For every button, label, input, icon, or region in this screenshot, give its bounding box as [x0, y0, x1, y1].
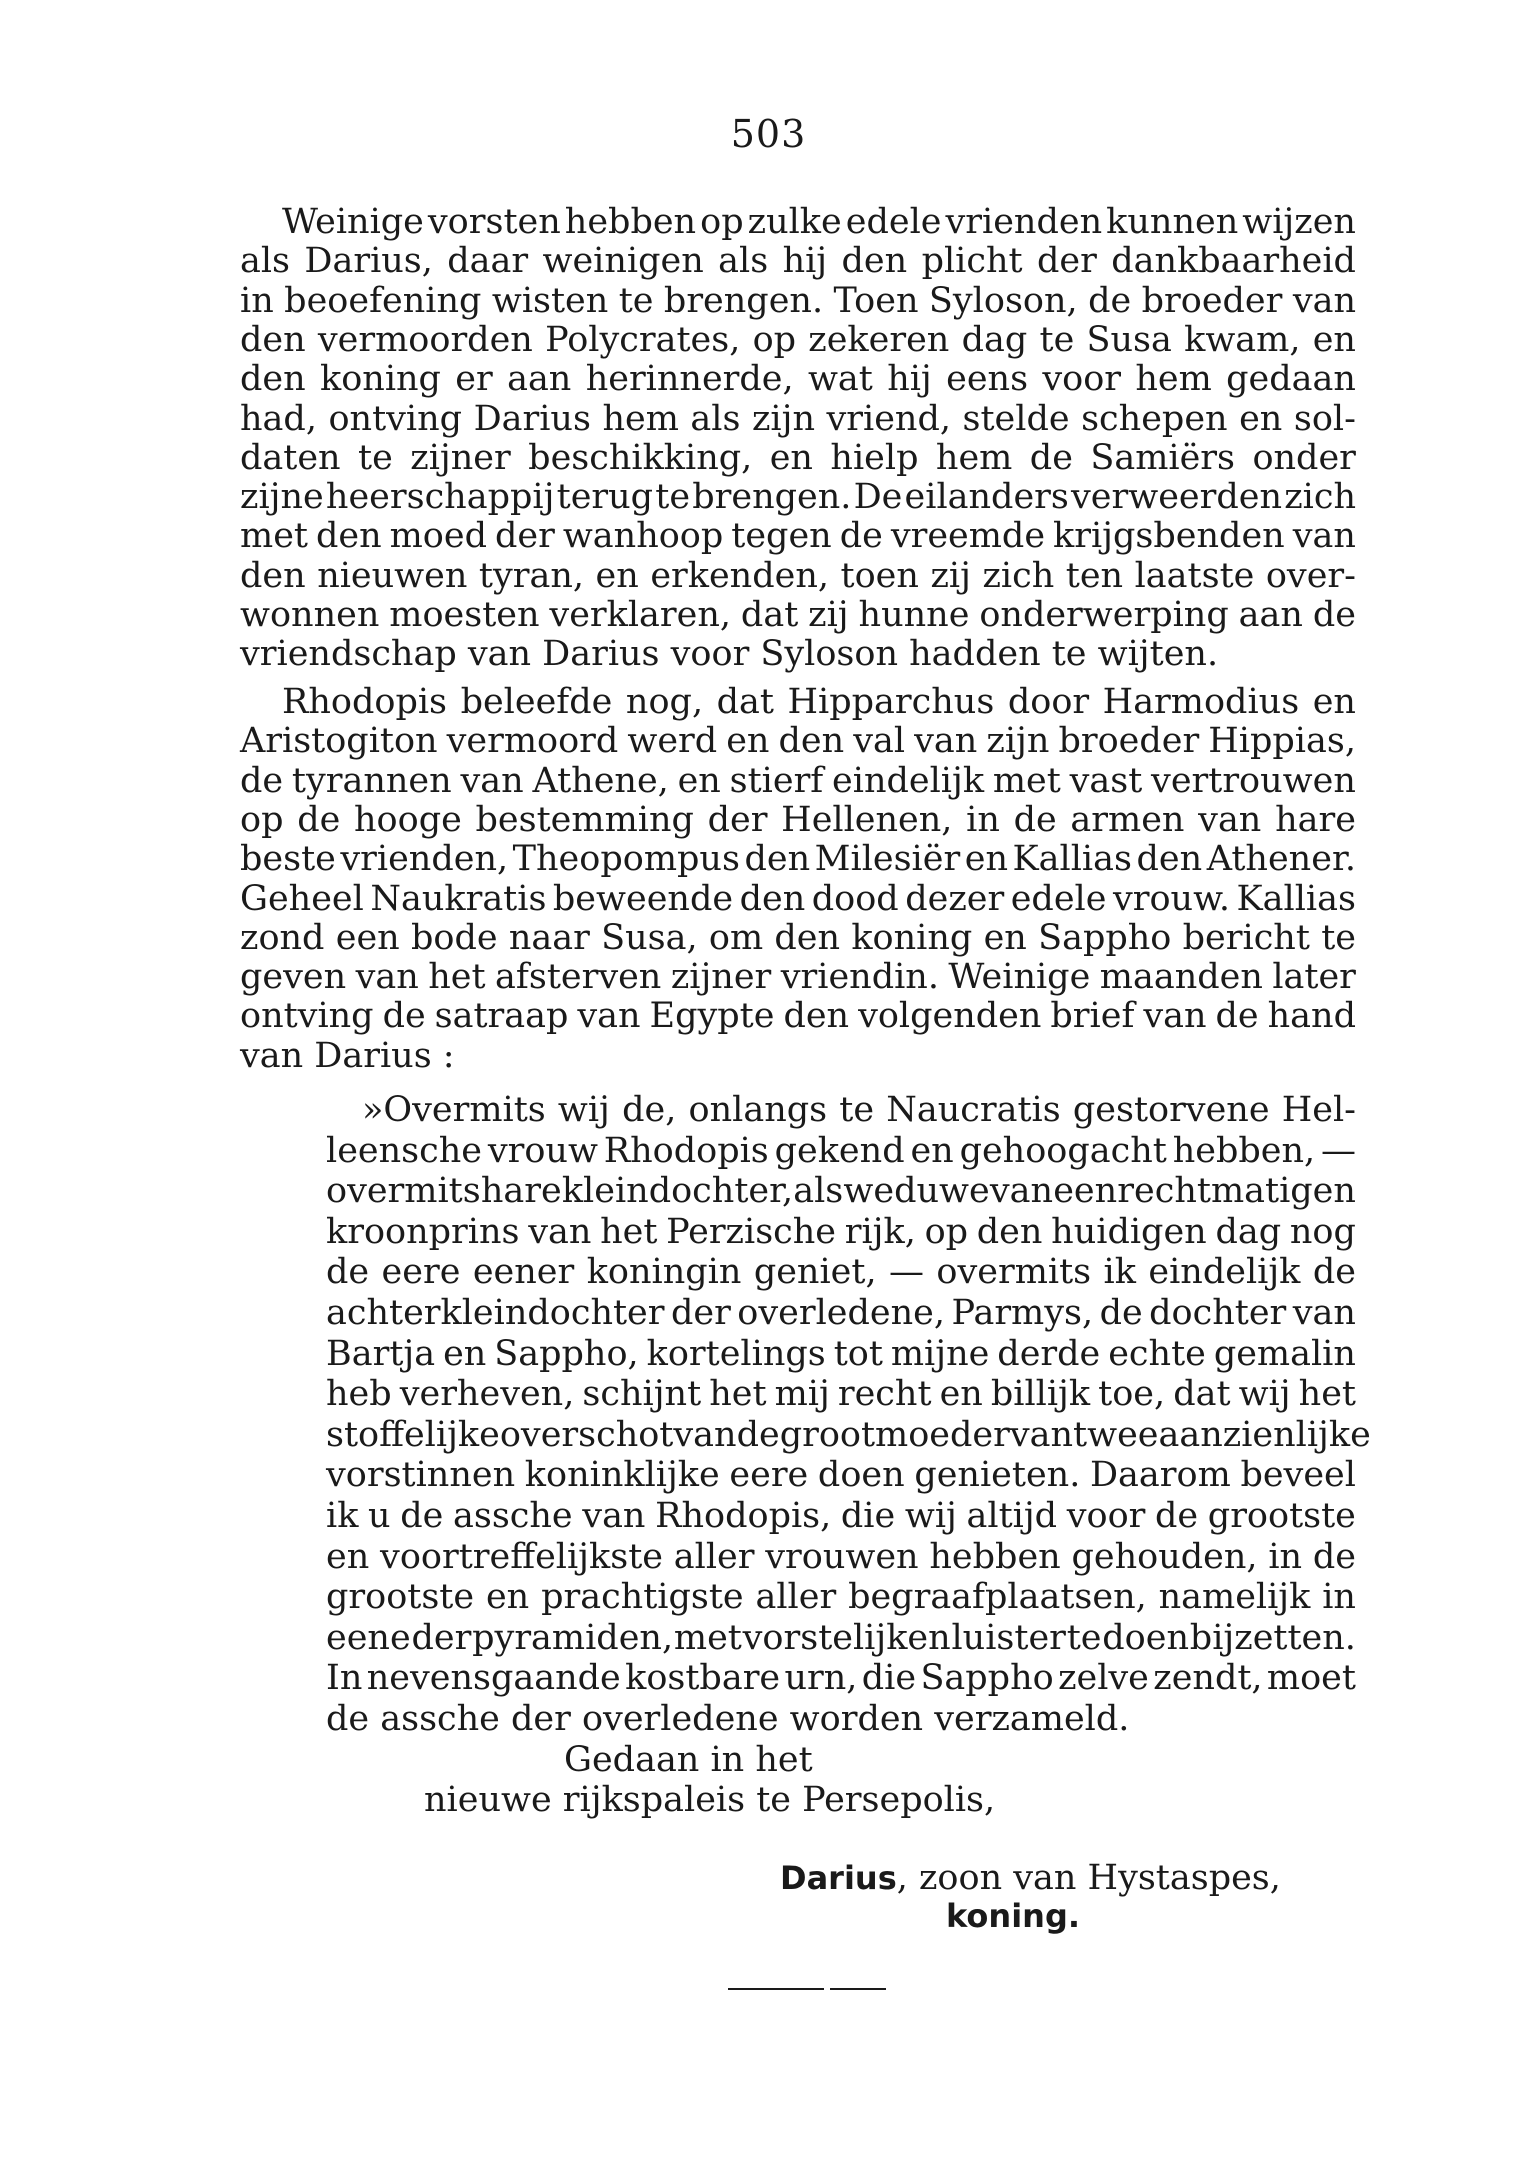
paragraph2-line: van Darius : — [240, 1035, 455, 1076]
paragraph2-line: de tyrannen van Athene, en stierf eindelijk met vast vertrouwen — [240, 760, 1356, 801]
paragraph1-line: den vermoorden Polycrates, op zekeren dag te Susa kwam, en — [240, 319, 1356, 360]
letter-line: heb verheven, schijnt het mij recht en billijk toe, dat wij het — [326, 1374, 1356, 1415]
letter-line: ik u de assche van Rhodopis, die wij altijd voor de grootste — [326, 1496, 1356, 1536]
signature-name: Darius — [780, 1859, 897, 1897]
letter-line: kroonprins van het Perzische rijk, op den huidigen dag nog — [326, 1211, 1356, 1252]
letter-line: leensche vrouw Rhodopis gekend en gehoogacht hebben, — — [326, 1130, 1356, 1171]
paragraph1-line: zijne heerschappij terug te brengen. De eilanders verweerden zich — [240, 477, 1356, 518]
signature-title — [946, 1896, 1080, 1936]
signature-rest: , zoon van Hystaspes, — [896, 1858, 1281, 1898]
letter-line: de eere eener koningin geniet, — overmits ik eindelijk de — [326, 1252, 1356, 1293]
paragraph1-line: in beoefening wisten te brengen. Toen Syloson, de broeder van — [240, 280, 1356, 321]
paragraph1-line: met den moed der wanhoop tegen de vreemde krijgsbenden van — [240, 516, 1356, 557]
letter-line: In nevensgaande kostbare urn, die Sappho zelve zendt, moet — [326, 1658, 1356, 1699]
paragraph1-line: den nieuwen tyran, en erkenden, toen zij zich ten laatste over- — [240, 555, 1356, 596]
closing-rule — [728, 1988, 886, 1990]
closing-line-1: Gedaan in het — [564, 1740, 813, 1780]
paragraph2-line: Rhodopis beleefde nog, dat Hipparchus door Harmodius en — [282, 682, 1356, 722]
paragraph2-line: op de hooge bestemming der Hellenen, in de armen van hare — [240, 799, 1356, 840]
letter-line: »Overmits wij de, onlangs te Naucratis gestorvene Hel- — [362, 1090, 1356, 1130]
letter-line: stoffelijke overschot van de grootmoeder van twee aanzienlijke — [326, 1414, 1371, 1455]
closing-line-2: nieuwe rijkspaleis te Persepolis, — [424, 1780, 996, 1820]
letter-line: Bartja en Sappho, kortelings tot mijne derde echte gemalin — [326, 1333, 1356, 1374]
paragraph1-line: vriendschap van Darius voor Syloson hadden te wijten. — [240, 634, 1219, 675]
signature-line — [780, 1858, 1281, 1898]
paragraph1-line: den koning er aan herinnerde, wat hij eens voor hem gedaan — [240, 359, 1356, 400]
letter-line: en voortreffelijkste aller vrouwen hebben gehouden, in de — [326, 1536, 1356, 1577]
paragraph2-line: beste vrienden, Theopompus den Milesiër en Kallias den Athener. — [240, 839, 1356, 880]
paragraph1-line: Weinige vorsten hebben op zulke edele vrienden kunnen wijzen — [282, 202, 1356, 242]
paragraph1-line: daten te zijner beschikking, en hielp hem de Samiërs onder — [240, 437, 1356, 478]
paragraph2-line: geven van het afsterven zijner vriendin. Weinige maanden later — [240, 957, 1356, 998]
paragraph2-line: ontving de satraap van Egypte den volgenden brief van de hand — [240, 996, 1356, 1037]
letter-line: achterkleindochter der overledene, Parmys, de dochter van — [326, 1293, 1356, 1333]
letter-line: overmits hare kleindochter, als weduwe van een rechtmatigen — [326, 1171, 1356, 1212]
paragraph2-line: Aristogiton vermoord werd en den val van zijn broeder Hippias, — [240, 721, 1356, 762]
paragraph1-line: had, ontving Darius hem als zijn vriend, stelde schepen en sol- — [240, 398, 1356, 439]
page-number: 503 — [730, 112, 807, 156]
letter-line: grootste en prachtigste aller begraafplaatsen, namelijk in — [326, 1577, 1356, 1618]
letter-line: eene der pyramiden, met vorstelijken luister te doen bijzetten. — [326, 1617, 1356, 1658]
paragraph2-line: zond een bode naar Susa, om den koning en Sappho bericht te — [240, 917, 1356, 958]
letter-line: de assche der overledene worden verzameld. — [326, 1699, 1130, 1739]
paragraph1-line: wonnen moesten verklaren, dat zij hunne onderwerping aan de — [240, 595, 1356, 635]
letter-line: vorstinnen koninklijke eere doen genieten. Daarom beveel — [326, 1455, 1356, 1496]
signature-title-text: koning. — [946, 1897, 1080, 1935]
paragraph2-line: Geheel Naukratis beweende den dood dezer edele vrouw. Kallias — [240, 878, 1356, 919]
paragraph1-line: als Darius, daar weinigen als hij den plicht der dankbaarheid — [240, 241, 1356, 282]
